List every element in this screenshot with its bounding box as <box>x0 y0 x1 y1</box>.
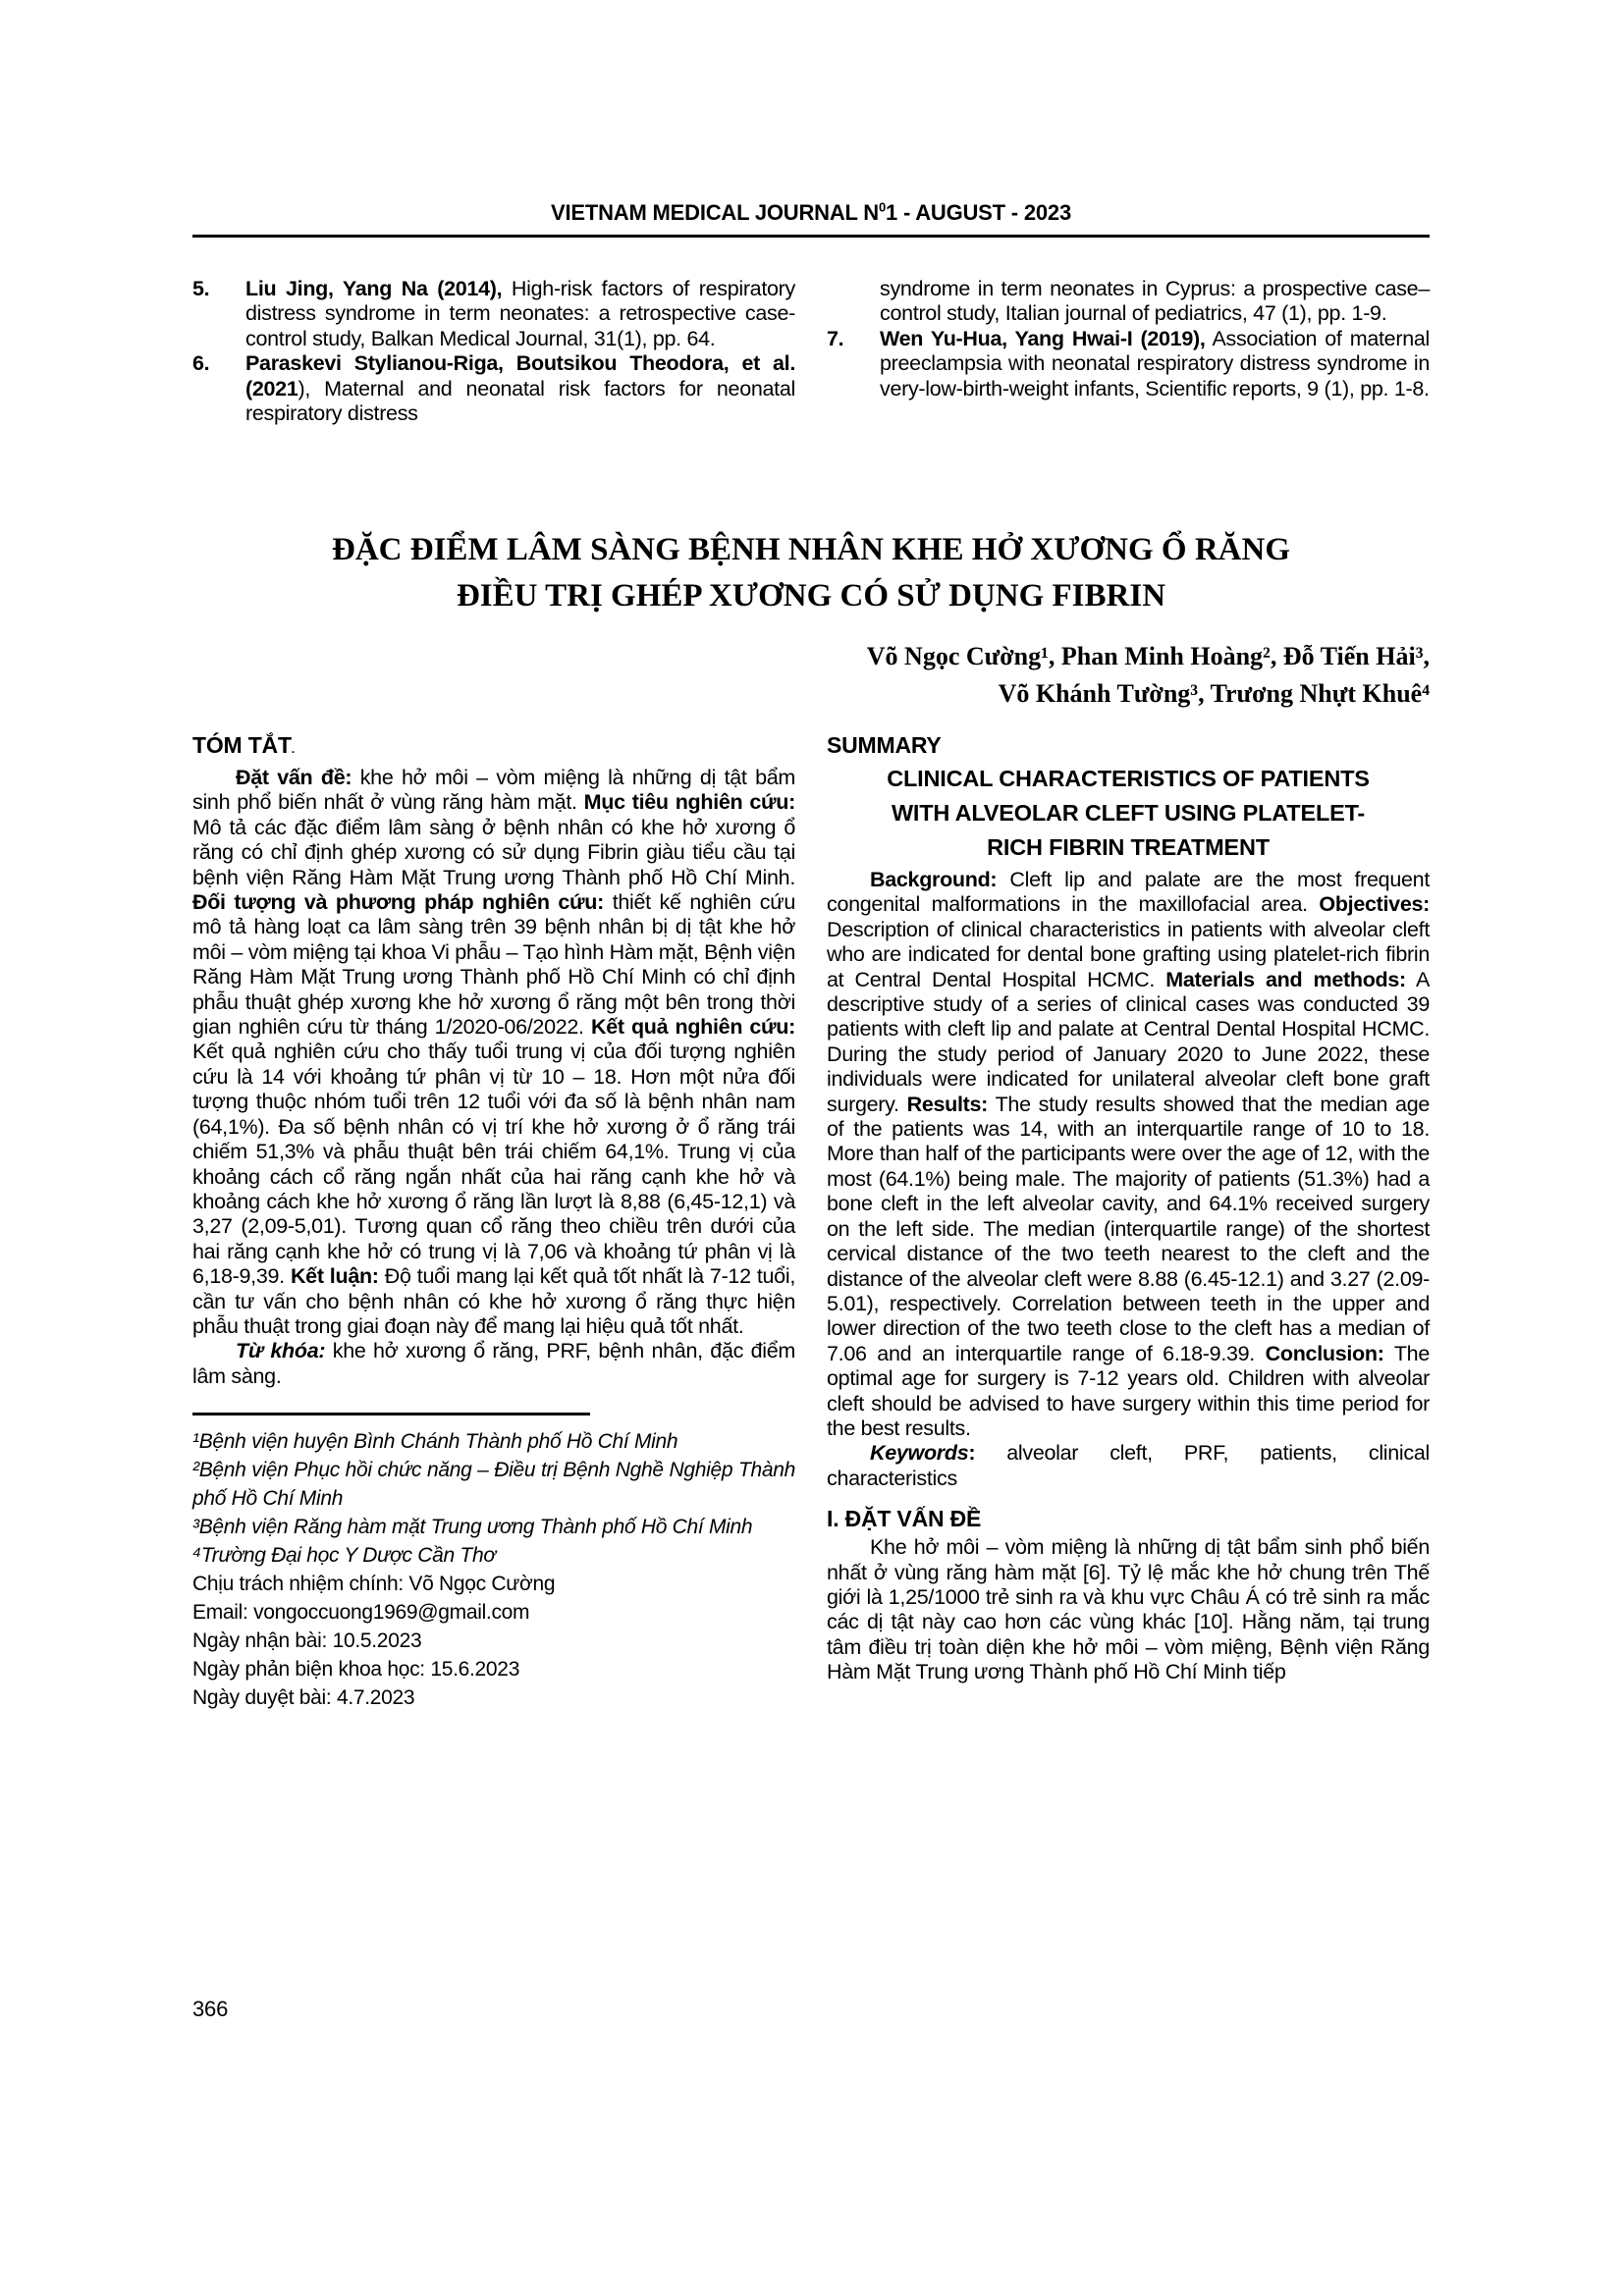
summary-heading: SUMMARY <box>827 732 942 758</box>
reference-text: Wen Yu-Hua, Yang Hwai-I (2019), Association of maternal preeclampsia with neonatal respiratory distress syndrome in very-low-birth-weight infants, Scientific reports, 9 (1), pp. 1-8. <box>880 326 1430 400</box>
abstract-vi-text: Đặt vấn đề: khe hở môi – vòm miệng là những dị tật bẩm sinh phổ biến nhất ở vùng răng hàm mặt. Mục tiêu nghiên cứu: Mô tả các đặc điểm lâm sàng ở bệnh nhân có khe hở xương ổ răng có chỉ định ghép xương có sử dụng Fibrin giàu tiểu cầu tại bệnh viện Răng Hàm Mặt Trung ương Thành phố Hồ Chí Minh. Đối tượng và phương pháp nghiên cứu: thiết kế nghiên cứu mô tả hàng loạt ca lâm sàng trên 39 bệnh nhân bị dị tật khe hở môi – vòm miệng tại khoa Vi phẫu – Tạo hình Hàm mặt, Bệnh viện Răng Hàm Mặt Trung ương Thành phố Hồ Chí Minh có chỉ định phẫu thuật ghép xương khe hở xương ổ răng một bên trong thời gian nghiên cứu từ tháng 1/2020-06/2022. Kết quả nghiên cứu: Kết quả nghiên cứu cho thấy tuổi trung vị của đối tượng nghiên cứu là 14 với khoảng tứ phân vị từ 10 – 18. Hơn một nửa đối tượng thuộc nhóm tuổi trên 12 tuổi với đa số là bệnh nhân nam (64,1%). Đa số bệnh nhân có vị trí khe hở xương ở ổ răng trái chiếm 51,3% và phẫu thuật bên trái chiếm 64,1%. Trung vị của khoảng cách cổ răng ngắn nhất của hai răng cạnh khe hở và khoảng cách khe hở xương ổ răng lần lượt là 8,88 (6,45-12,1) và 3,27 (2,09-5,01). Tương quan cổ răng theo chiều trên dưới của hai răng cạnh khe hở có trung vị là 7,06 và khoảng tứ phân vị là 6,18-9,39. Kết luận: Độ tuổi mang lại kết quả tốt nhất là 7-12 tuổi, cần tư vấn cho bệnh nhân có khe hở xương ổ răng thực hiện phẫu thuật trong giai đoạn này để mang lại hiệu quả tốt nhất. <box>192 766 796 1338</box>
authors-line2: Võ Khánh Tường³, Trương Nhựt Khuê⁴ <box>998 679 1430 708</box>
reference-item-6 <box>192 351 795 426</box>
introduction-heading: I. ĐẶT VẤN ĐỀ <box>827 1506 982 1532</box>
authors-line1: Võ Ngọc Cường¹, Phan Minh Hoàng², Đỗ Tiến Hải³, <box>866 642 1430 670</box>
references-section <box>192 277 1430 426</box>
summary-title <box>827 762 1430 865</box>
summary-title-line1: CLINICAL CHARACTERISTICS OF PATIENTS <box>887 766 1370 791</box>
footnote-date-reviewed: Ngày phản biện khoa học: 15.6.2023 <box>192 1658 520 1682</box>
reference-number: 5. <box>192 277 210 300</box>
article-title-line2: ĐIỀU TRỊ GHÉP XƯƠNG CÓ SỬ DỤNG FIBRIN <box>456 578 1166 614</box>
summary-title-line2: WITH ALVEOLAR CLEFT USING PLATELET- <box>891 800 1366 826</box>
introduction-text: Khe hở môi – vòm miệng là những dị tật bẩm sinh phổ biến nhất ở vùng răng hàm mặt [6]. Tỷ lệ mắc khe hở chung trên Thế giới là 1,25/1000 trẻ sinh ra và khu vực Châu Á có trẻ sinh ra mắc các dị tật này cao hơn các vùng khác [10]. Hằng năm, tại trung tâm điều trị toàn diện khe hở môi – vòm miệng, Bệnh viện Răng Hàm Mặt Trung ương Thành phố Hồ Chí Minh tiếp <box>827 1535 1430 1684</box>
article-authors <box>192 638 1430 713</box>
footnote-email: Email: vongoccuong1969@gmail.com <box>192 1601 530 1625</box>
header-rule <box>192 235 1430 238</box>
reference-item-7 <box>827 327 1430 401</box>
references-right-column <box>827 277 1430 426</box>
article-body <box>192 731 1430 1712</box>
abstract-vi-heading-dot: . <box>291 742 295 756</box>
abstract-en-keywords: Keywords: alveolar cleft, PRF, patients, clinical characteristics <box>827 1441 1430 1490</box>
abstract-vi-heading-text: TÓM TẮT <box>192 732 292 758</box>
reference-item-5 <box>192 277 795 351</box>
journal-title-suffix: 1 - AUGUST - 2023 <box>886 200 1071 226</box>
footnote-affiliation-2: ²Bệnh viện Phục hồi chức năng – Điều trị Bệnh Nghề Nghiệp Thành phố Hồ Chí Minh <box>192 1459 795 1511</box>
journal-title-prefix: VIETNAM MEDICAL JOURNAL N <box>551 200 879 226</box>
references-left-column <box>192 277 795 426</box>
footnote-separator-rule <box>192 1413 590 1415</box>
abstract-vi-heading <box>192 731 795 763</box>
journal-title-superscript: 0 <box>879 200 887 215</box>
footnote-affiliation-3: ³Bệnh viện Răng hàm mặt Trung ương Thành phố Hồ Chí Minh <box>192 1516 753 1539</box>
footnote-affiliation-4: ⁴Trường Đại học Y Dược Cần Thơ <box>192 1544 496 1568</box>
reference-number: 7. <box>827 326 844 350</box>
reference-text: Liu Jing, Yang Na (2014), High-risk factors of respiratory distress syndrome in term neonates: a retrospective case-control study, Balkan Medical Journal, 31(1), pp. 64. <box>245 277 795 350</box>
summary-title-line3: RICH FIBRIN TREATMENT <box>987 834 1270 860</box>
article-title-line1: ĐẶC ĐIỂM LÂM SÀNG BỆNH NHÂN KHE HỞ XƯƠNG Ổ RĂNG <box>332 532 1290 567</box>
journal-header <box>192 200 1430 226</box>
footnote-corresponding-author: Chịu trách nhiệm chính: Võ Ngọc Cường <box>192 1573 556 1596</box>
journal-title <box>551 200 1071 225</box>
page-number: 366 <box>192 1997 229 2021</box>
footnote-date-accepted: Ngày duyệt bài: 4.7.2023 <box>192 1686 415 1710</box>
footnote-affiliation-1: ¹Bệnh viện huyện Bình Chánh Thành phố Hồ Chí Minh <box>192 1430 678 1454</box>
reference-number: 6. <box>192 351 210 376</box>
footnote-date-received: Ngày nhận bài: 10.5.2023 <box>192 1629 422 1653</box>
footnotes-block <box>192 1427 795 1712</box>
reference-6-continuation: syndrome in term neonates in Cyprus: a prospective case–control study, Italian journal of pediatrics, 47 (1), pp. 1-9. <box>880 277 1430 326</box>
article-title <box>192 527 1430 619</box>
left-column <box>192 731 795 1712</box>
abstract-en-text: Background: Cleft lip and palate are the most frequent congenital malformations in the maxillofacial area. Objectives: Description of clinical characteristics in patients with alveolar cleft who are indicated for dental bone grafting using platelet-rich fibrin at Central Dental Hospital HCMC. Materials and methods: A descriptive study of a series of clinical cases was conducted 39 patients with cleft lip and palate at Central Dental Hospital HCMC. During the study period of January 2020 to June 2022, these individuals were indicated for unilateral alveolar cleft bone graft surgery. Results: The study results showed that the median age of the patients was 14, with an interquartile range of 10 to 18. More than half of the participants were over the age of 12, with the most (64.1%) being male. The majority of patients (51.3%) had a bone cleft in the left alveolar cavity, and 64.1% received surgery on the left side. The median (interquartile range) of the shortest cervical distance of the two teeth nearest to the cleft and the distance of the alveolar cleft were 8.88 (6.45-12.1) and 3.27 (2.09-5.01), respectively. Correlation between teeth in the upper and lower direction of the two teeth close to the cleft has a median of 7.06 and an interquartile range of 6.18-9.39. Conclusion: The optimal age for surgery is 7-12 years old. Children with alveolar cleft should be advised to have surgery within this time period for the best results. <box>827 868 1431 1440</box>
abstract-vi-keywords: Từ khóa: khe hở xương ổ răng, PRF, bệnh nhân, đặc điểm lâm sàng. <box>192 1339 795 1388</box>
right-column <box>827 731 1430 1712</box>
reference-text: Paraskevi Stylianou-Riga, Boutsikou Theodora, et al. (2021), Maternal and neonatal risk factors for neonatal respiratory distress <box>245 351 795 426</box>
